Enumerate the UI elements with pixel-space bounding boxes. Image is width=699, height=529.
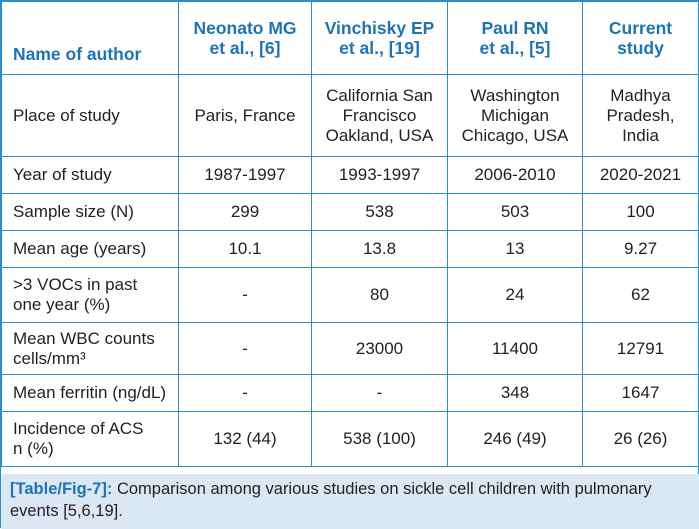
row-label-line: Mean WBC counts <box>13 328 155 348</box>
table-cell <box>448 157 583 194</box>
row-label <box>2 412 179 467</box>
cell-line: 246 (49) <box>483 429 547 448</box>
cell-line: Madhya <box>610 85 671 105</box>
cell-line: India <box>622 125 659 145</box>
table-cell <box>179 323 312 375</box>
row-label-line: >3 VOCs in past <box>13 275 138 294</box>
header-paul <box>448 2 583 75</box>
header-line: Name of author <box>13 44 142 64</box>
table-cell <box>179 375 312 412</box>
table-row-sample-size <box>2 194 699 231</box>
table-cell <box>179 231 312 268</box>
table-cell <box>448 75 583 157</box>
cell-line: 10.1 <box>228 239 262 258</box>
cell-line: California San <box>326 85 433 105</box>
table-cell <box>448 194 583 231</box>
cell-line: - <box>242 285 248 304</box>
table-row-wbc <box>2 323 699 375</box>
cell-line: 2020-2021 <box>599 165 682 184</box>
header-vinchisky <box>312 2 448 75</box>
cell-line: Pradesh, <box>606 105 675 125</box>
cell-line: 2006-2010 <box>474 165 556 184</box>
header-line: Paul RN <box>481 18 549 38</box>
header-neonato <box>179 2 312 75</box>
row-label-line: cells/mm³ <box>13 348 86 368</box>
cell-line: Francisco <box>342 105 417 125</box>
table-row-acs <box>2 412 699 467</box>
row-label-line: Mean ferritin (ng/dL) <box>13 383 167 402</box>
cell-line: 1647 <box>621 383 660 402</box>
row-label-line: Incidence of ACS <box>13 419 144 438</box>
cell-line: 538 (100) <box>343 429 416 448</box>
table-cell <box>583 157 699 194</box>
cell-line: 13 <box>505 239 525 258</box>
cell-line: 12791 <box>616 338 665 358</box>
cell-line: 24 <box>505 285 525 304</box>
cell-line: 13.8 <box>362 239 397 258</box>
row-label-line: Year of study <box>13 165 112 184</box>
table-cell <box>583 194 699 231</box>
header-row <box>2 2 699 75</box>
table-row-mean-age <box>2 231 699 268</box>
table-cell <box>179 194 312 231</box>
cell-line: - <box>242 383 248 402</box>
header-line: et al., [19] <box>339 38 420 58</box>
cell-line: 11400 <box>491 338 538 358</box>
header-line: Vinchisky EP <box>324 18 435 38</box>
table-cell <box>448 375 583 412</box>
row-label-line: Place of study <box>13 105 120 125</box>
header-line: study <box>617 38 664 58</box>
row-label <box>2 231 179 268</box>
table-cell <box>583 268 699 323</box>
cell-line: 299 <box>230 202 260 221</box>
row-label-line: Sample size (N) <box>13 202 134 221</box>
header-line: et al., [5] <box>479 38 551 58</box>
cell-line: 1993-1997 <box>338 165 421 184</box>
header-line: Current <box>608 18 673 38</box>
cell-line: 503 <box>500 202 530 221</box>
row-label <box>2 323 179 375</box>
table-caption <box>1 474 699 529</box>
table-cell <box>312 268 448 323</box>
table-row-ferritin <box>2 375 699 412</box>
table-row-vocs <box>2 268 699 323</box>
table-cell <box>179 268 312 323</box>
comparison-table <box>1 1 699 467</box>
row-label <box>2 75 179 157</box>
cell-line: 100 <box>626 202 655 221</box>
cell-line: Paris, France <box>194 105 296 125</box>
table-cell <box>583 231 699 268</box>
table-cell <box>312 375 448 412</box>
table-cell <box>312 412 448 467</box>
cell-line: 26 (26) <box>613 429 668 448</box>
table-cell <box>448 268 583 323</box>
cell-line: Chicago, USA <box>461 125 569 145</box>
row-label <box>2 375 179 412</box>
table-cell <box>312 75 448 157</box>
row-label <box>2 194 179 231</box>
table-cell <box>179 75 312 157</box>
header-line: Neonato MG <box>193 18 297 38</box>
table-cell <box>448 412 583 467</box>
row-label-line: one year (%) <box>13 295 111 314</box>
table-cell <box>448 231 583 268</box>
table-cell <box>583 412 699 467</box>
cell-line: 80 <box>370 285 389 304</box>
table-row-year <box>2 157 699 194</box>
table-cell <box>583 75 699 157</box>
table-row-place <box>2 75 699 157</box>
row-label-line: Mean age (years) <box>13 239 147 258</box>
cell-line: Oakland, USA <box>325 125 434 145</box>
header-author-column <box>2 2 179 75</box>
cell-line: - <box>376 383 383 402</box>
header-line: et al., [6] <box>209 38 281 58</box>
caption-tag: [Table/Fig-7]: <box>10 480 113 498</box>
table-cell <box>179 412 312 467</box>
row-label-line: n (%) <box>13 439 54 458</box>
cell-line: 23000 <box>355 338 404 358</box>
table-cell <box>312 323 448 375</box>
table-cell <box>312 194 448 231</box>
cell-line: 62 <box>631 285 650 304</box>
header-current-study <box>583 2 699 75</box>
cell-line: Michigan <box>480 105 550 125</box>
table-cell <box>179 157 312 194</box>
cell-line: 348 <box>500 383 530 402</box>
table-cell <box>312 157 448 194</box>
cell-line: 1987-1997 <box>204 165 286 184</box>
cell-line: 132 (44) <box>213 429 277 448</box>
table-cell <box>312 231 448 268</box>
table-cell <box>583 323 699 375</box>
row-label <box>2 268 179 323</box>
table-cell <box>448 323 583 375</box>
caption-text: Comparison among various studies on sickle cell children with pulmonary events [5,6,19]. <box>10 480 652 520</box>
row-label <box>2 157 179 194</box>
cell-line: - <box>242 338 248 358</box>
cell-line: 538 <box>365 202 394 221</box>
table-cell <box>583 375 699 412</box>
cell-line: 9.27 <box>623 239 658 258</box>
cell-line: Washington <box>470 85 560 105</box>
